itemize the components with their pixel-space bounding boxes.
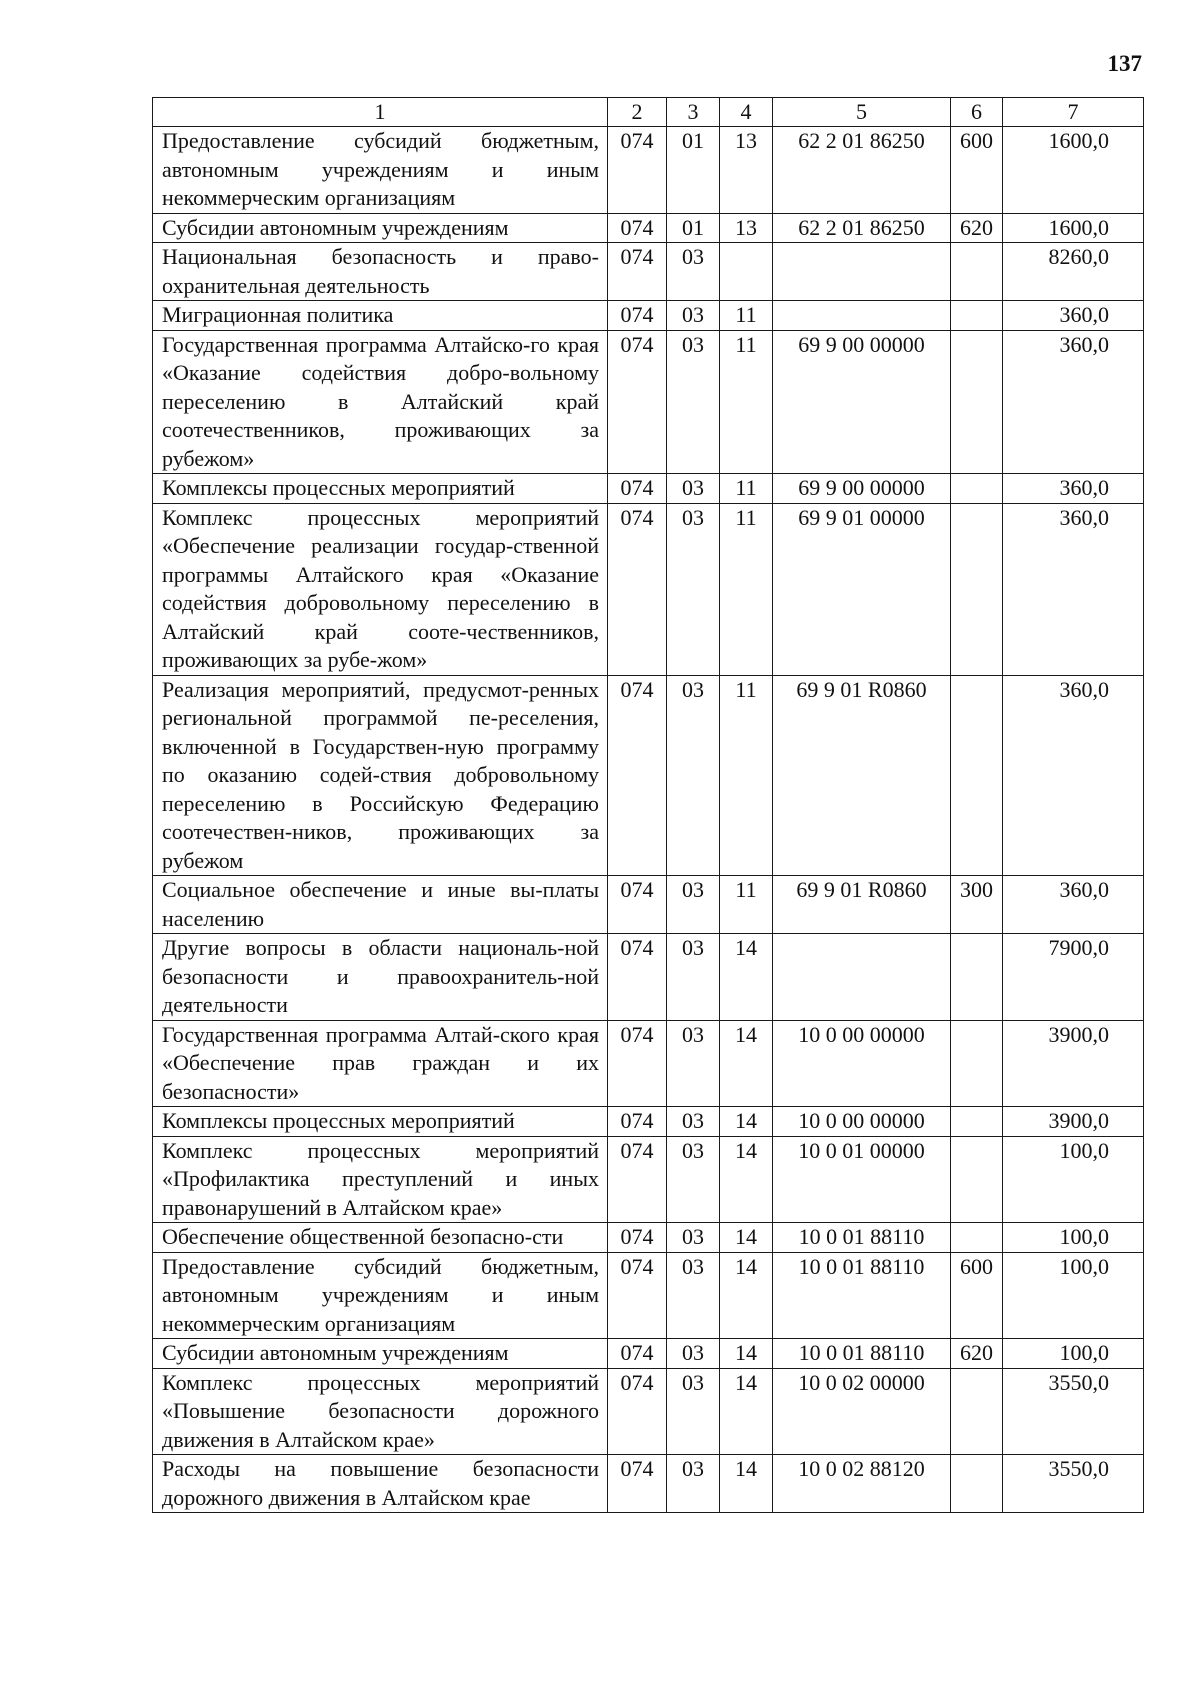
department-code-cell: 074 [608,243,667,301]
target-article-cell [773,301,951,331]
table-row [153,243,1144,301]
subsection-code-cell: 11 [720,474,773,504]
expense-type-cell [951,474,1003,504]
expense-type-cell: 600 [951,1252,1003,1339]
expense-type-cell: 300 [951,876,1003,934]
column-header: 2 [608,98,667,127]
department-code-cell: 074 [608,330,667,474]
department-code-cell: 074 [608,1455,667,1513]
target-article-cell: 69 9 00 00000 [773,474,951,504]
table-row [153,503,1144,675]
target-article-cell: 10 0 01 00000 [773,1136,951,1223]
budget-table [152,97,1144,1513]
expense-name-cell: Субсидии автономным учреждениям [153,213,608,243]
table-row [153,1107,1144,1137]
expense-name-cell: Обеспечение общественной безопасно-сти [153,1223,608,1253]
expense-name-cell: Национальная безопасность и право-охранительная деятельность [153,243,608,301]
expense-name-cell: Государственная программа Алтай-ского края «Обеспечение прав граждан и их безопасности» [153,1020,608,1107]
amount-cell: 1600,0 [1003,213,1144,243]
subsection-code-cell: 11 [720,503,773,675]
table-row [153,301,1144,331]
column-header: 7 [1003,98,1144,127]
amount-cell: 360,0 [1003,474,1144,504]
subsection-code-cell: 14 [720,1136,773,1223]
amount-cell: 1600,0 [1003,127,1144,214]
section-code-cell: 03 [667,675,720,876]
expense-name-cell: Комплекс процессных мероприятий «Обеспечение реализации государ-ственной программы Алтайского края «Оказание содействия добровольному переселению в Алтайский край сооте-чественников, проживающих за рубе-жом» [153,503,608,675]
subsection-code-cell: 14 [720,1368,773,1455]
table-row [153,1368,1144,1455]
section-code-cell: 03 [667,1223,720,1253]
expense-type-cell [951,503,1003,675]
department-code-cell: 074 [608,301,667,331]
table-row [153,213,1144,243]
department-code-cell: 074 [608,474,667,504]
expense-name-cell: Миграционная политика [153,301,608,331]
department-code-cell: 074 [608,1252,667,1339]
section-code-cell: 03 [667,1455,720,1513]
department-code-cell: 074 [608,876,667,934]
column-header: 5 [773,98,951,127]
amount-cell: 360,0 [1003,301,1144,331]
target-article-cell: 10 0 02 00000 [773,1368,951,1455]
subsection-code-cell: 13 [720,127,773,214]
target-article-cell: 69 9 01 R0860 [773,675,951,876]
expense-name-cell: Государственная программа Алтайско-го края «Оказание содействия добро-вольному переселению в Алтайский край соотечественников, проживающих за рубежом» [153,330,608,474]
department-code-cell: 074 [608,1368,667,1455]
expense-type-cell [951,301,1003,331]
expense-name-cell: Расходы на повышение безопасности дорожного движения в Алтайском крае [153,1455,608,1513]
section-code-cell: 03 [667,1252,720,1339]
section-code-cell: 03 [667,243,720,301]
department-code-cell: 074 [608,213,667,243]
column-header: 6 [951,98,1003,127]
amount-cell: 7900,0 [1003,934,1144,1021]
amount-cell: 100,0 [1003,1339,1144,1369]
target-article-cell: 69 9 00 00000 [773,330,951,474]
subsection-code-cell: 11 [720,330,773,474]
expense-name-cell: Комплекс процессных мероприятий «Повышение безопасности дорожного движения в Алтайском крае» [153,1368,608,1455]
subsection-code-cell: 11 [720,675,773,876]
section-code-cell: 03 [667,1020,720,1107]
amount-cell: 8260,0 [1003,243,1144,301]
subsection-code-cell: 14 [720,934,773,1021]
department-code-cell: 074 [608,127,667,214]
subsection-code-cell [720,243,773,301]
department-code-cell: 074 [608,1107,667,1137]
expense-type-cell [951,1020,1003,1107]
amount-cell: 3900,0 [1003,1107,1144,1137]
expense-type-cell: 600 [951,127,1003,214]
table-row [153,330,1144,474]
subsection-code-cell: 14 [720,1020,773,1107]
target-article-cell: 10 0 00 00000 [773,1107,951,1137]
amount-cell: 360,0 [1003,675,1144,876]
target-article-cell: 10 0 02 88120 [773,1455,951,1513]
table-row [153,474,1144,504]
target-article-cell: 69 9 01 00000 [773,503,951,675]
section-code-cell: 03 [667,503,720,675]
expense-type-cell: 620 [951,1339,1003,1369]
table-row [153,934,1144,1021]
expense-name-cell: Социальное обеспечение и иные вы-платы населению [153,876,608,934]
table-body [153,127,1144,1513]
expense-type-cell [951,243,1003,301]
amount-cell: 360,0 [1003,330,1144,474]
expense-type-cell [951,1455,1003,1513]
column-header: 3 [667,98,720,127]
subsection-code-cell: 14 [720,1252,773,1339]
target-article-cell: 62 2 01 86250 [773,127,951,214]
expense-name-cell: Субсидии автономным учреждениям [153,1339,608,1369]
amount-cell: 3550,0 [1003,1455,1144,1513]
department-code-cell: 074 [608,675,667,876]
expense-name-cell: Предоставление субсидий бюджетным, автономным учреждениям и иным некоммерческим организациям [153,127,608,214]
department-code-cell: 074 [608,1136,667,1223]
target-article-cell: 10 0 01 88110 [773,1223,951,1253]
page-number: 137 [1107,51,1142,76]
table-row [153,1223,1144,1253]
table-row [153,1020,1144,1107]
expense-name-cell: Предоставление субсидий бюджетным, автономным учреждениям и иным некоммерческим организациям [153,1252,608,1339]
subsection-code-cell: 14 [720,1339,773,1369]
column-header: 4 [720,98,773,127]
target-article-cell [773,934,951,1021]
subsection-code-cell: 14 [720,1223,773,1253]
expense-type-cell [951,1223,1003,1253]
amount-cell: 360,0 [1003,876,1144,934]
section-code-cell: 03 [667,330,720,474]
subsection-code-cell: 11 [720,876,773,934]
department-code-cell: 074 [608,934,667,1021]
amount-cell: 100,0 [1003,1223,1144,1253]
table-row [153,1339,1144,1369]
section-code-cell: 03 [667,474,720,504]
table-row [153,675,1144,876]
table-row [153,1252,1144,1339]
section-code-cell: 03 [667,1136,720,1223]
section-code-cell: 03 [667,876,720,934]
expense-type-cell [951,675,1003,876]
expense-name-cell: Комплексы процессных мероприятий [153,1107,608,1137]
column-header: 1 [153,98,608,127]
expense-type-cell: 620 [951,213,1003,243]
table-row [153,127,1144,214]
amount-cell: 100,0 [1003,1136,1144,1223]
header-row [153,98,1144,127]
target-article-cell: 10 0 00 00000 [773,1020,951,1107]
expense-name-cell: Комплекс процессных мероприятий «Профилактика преступлений и иных правонарушений в Алтайском крае» [153,1136,608,1223]
expense-name-cell: Комплексы процессных мероприятий [153,474,608,504]
target-article-cell: 10 0 01 88110 [773,1339,951,1369]
expense-type-cell [951,1107,1003,1137]
section-code-cell: 03 [667,1107,720,1137]
table-row [153,1455,1144,1513]
department-code-cell: 074 [608,1223,667,1253]
amount-cell: 3550,0 [1003,1368,1144,1455]
section-code-cell: 01 [667,127,720,214]
subsection-code-cell: 14 [720,1107,773,1137]
target-article-cell: 10 0 01 88110 [773,1252,951,1339]
subsection-code-cell: 11 [720,301,773,331]
subsection-code-cell: 13 [720,213,773,243]
amount-cell: 3900,0 [1003,1020,1144,1107]
amount-cell: 360,0 [1003,503,1144,675]
expense-name-cell: Реализация мероприятий, предусмот-ренных региональной программой пе-реселения, включенной в Государствен-ную программу по оказанию содей-ствия добровольному переселению в Российскую Федерацию соотечествен-ников, проживающих за рубежом [153,675,608,876]
target-article-cell: 69 9 01 R0860 [773,876,951,934]
expense-type-cell [951,1136,1003,1223]
subsection-code-cell: 14 [720,1455,773,1513]
section-code-cell: 03 [667,934,720,1021]
section-code-cell: 03 [667,301,720,331]
department-code-cell: 074 [608,503,667,675]
expense-type-cell [951,934,1003,1021]
department-code-cell: 074 [608,1339,667,1369]
table-row [153,1136,1144,1223]
expense-type-cell [951,330,1003,474]
amount-cell: 100,0 [1003,1252,1144,1339]
target-article-cell [773,243,951,301]
section-code-cell: 03 [667,1368,720,1455]
expense-type-cell [951,1368,1003,1455]
expense-name-cell: Другие вопросы в области националь-ной безопасности и правоохранитель-ной деятельности [153,934,608,1021]
table-row [153,876,1144,934]
department-code-cell: 074 [608,1020,667,1107]
section-code-cell: 03 [667,1339,720,1369]
section-code-cell: 01 [667,213,720,243]
target-article-cell: 62 2 01 86250 [773,213,951,243]
